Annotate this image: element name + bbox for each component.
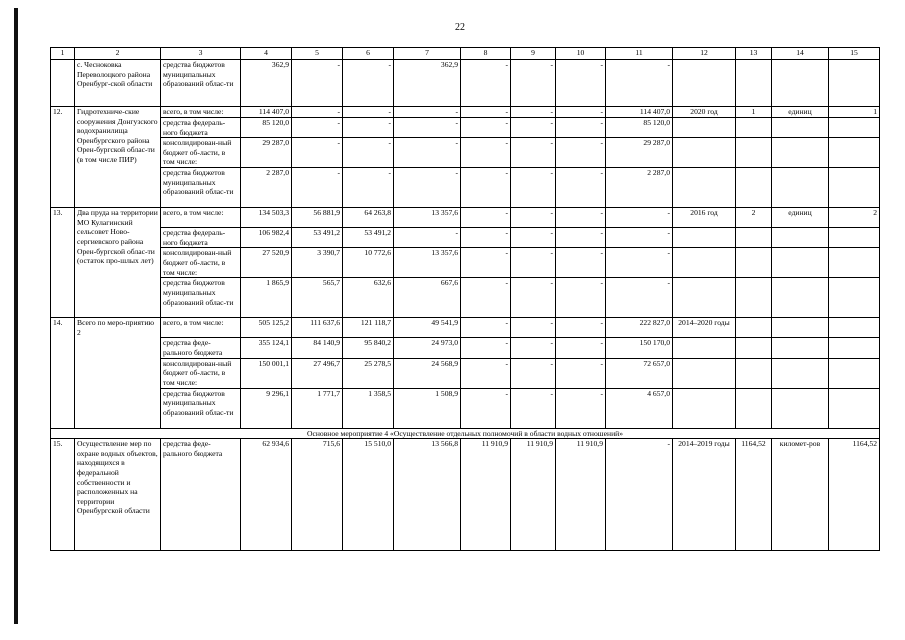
value-cell: 85 120,0 xyxy=(241,118,292,138)
funding-source: всего, в том числе: xyxy=(161,318,241,338)
value-cell: 24 568,9 xyxy=(394,358,461,388)
row-number: 15. xyxy=(51,439,75,551)
table-row xyxy=(51,248,880,278)
table-row xyxy=(51,208,880,228)
value-cell: - xyxy=(511,338,556,358)
value-cell: 4 657,0 xyxy=(606,388,673,428)
value-cell: 362,9 xyxy=(394,60,461,107)
value-cell: 64 263,8 xyxy=(343,208,394,228)
value-cell: 2 287,0 xyxy=(606,168,673,208)
funding-source: консолидирован-ный бюджет об-ласти, в том числе: xyxy=(161,358,241,388)
col-header: 6 xyxy=(343,48,394,60)
value-cell: 25 278,5 xyxy=(343,358,394,388)
value-cell: 27 496,7 xyxy=(292,358,343,388)
table-row xyxy=(51,228,880,248)
value-cell: 3 390,7 xyxy=(292,248,343,278)
row-number: 14. xyxy=(51,318,75,428)
value-cell: 1 865,9 xyxy=(241,278,292,318)
value-cell: 62 934,6 xyxy=(241,439,292,551)
funding-source: средства бюджетов муниципальных образований облас-ти xyxy=(161,60,241,107)
value-cell: 1 508,9 xyxy=(394,388,461,428)
value-cell: 53 491,2 xyxy=(292,228,343,248)
year-cell: 2014–2020 годы xyxy=(673,318,736,338)
value-cell: 114 407,0 xyxy=(606,107,673,118)
value-cell: - xyxy=(394,228,461,248)
col-header: 14 xyxy=(772,48,829,60)
funding-source: всего, в том числе: xyxy=(161,107,241,118)
value-cell: - xyxy=(511,318,556,338)
col-header: 7 xyxy=(394,48,461,60)
value-cell: 715,6 xyxy=(292,439,343,551)
total-cell: 1164,52 xyxy=(829,439,880,551)
value-cell: 13 566,8 xyxy=(394,439,461,551)
col-header: 4 xyxy=(241,48,292,60)
value-cell: - xyxy=(556,338,606,358)
value-cell: - xyxy=(511,208,556,228)
object-name: с. Чесноковка Переволоцкого района Оренбург-ской области xyxy=(75,60,161,107)
value-cell: - xyxy=(394,168,461,208)
row-number: 13. xyxy=(51,208,75,318)
value-cell: - xyxy=(394,107,461,118)
value-cell: 56 881,9 xyxy=(292,208,343,228)
value-cell: 362,9 xyxy=(241,60,292,107)
object-name: Осуществление мер по охране водных объектов, находящихся в федеральной собственности и расположенных на территории Оренбургской области xyxy=(75,439,161,551)
funding-source: средства бюджетов муниципальных образований облас-ти xyxy=(161,388,241,428)
col-header: 15 xyxy=(829,48,880,60)
object-name: Гидротехниче-ские сооружения Донгузского водохранилища Оренбургского района Орен-бургской облас-ти (в том числе ПИР) xyxy=(75,107,161,208)
value-cell: 29 287,0 xyxy=(241,138,292,168)
value-cell: - xyxy=(461,228,511,248)
value-cell: - xyxy=(461,107,511,118)
col-header: 2 xyxy=(75,48,161,60)
table-row xyxy=(51,107,880,118)
value-cell: - xyxy=(556,228,606,248)
table-row xyxy=(51,439,880,551)
unit-cell: километ-ров xyxy=(772,439,829,551)
value-cell: - xyxy=(292,138,343,168)
count-cell: 1164,52 xyxy=(736,439,772,551)
value-cell: - xyxy=(461,60,511,107)
value-cell: - xyxy=(461,318,511,338)
funding-source: всего, в том числе: xyxy=(161,208,241,228)
value-cell: - xyxy=(343,118,394,138)
col-header: 10 xyxy=(556,48,606,60)
col-header: 9 xyxy=(511,48,556,60)
year-cell: 2014–2019 годы xyxy=(673,439,736,551)
value-cell: - xyxy=(292,60,343,107)
value-cell: - xyxy=(556,138,606,168)
value-cell: - xyxy=(511,388,556,428)
funding-source: средства бюджетов муниципальных образований облас-ти xyxy=(161,168,241,208)
total-cell: 1 xyxy=(829,107,880,118)
value-cell: - xyxy=(556,278,606,318)
binding-bar xyxy=(14,8,18,624)
value-cell: 29 287,0 xyxy=(606,138,673,168)
col-header: 12 xyxy=(673,48,736,60)
value-cell: 9 296,1 xyxy=(241,388,292,428)
value-cell: - xyxy=(343,60,394,107)
value-cell: 111 637,6 xyxy=(292,318,343,338)
section-title: Основное мероприятие 4 «Осуществление отдельных полномочий в области водных отношений» xyxy=(51,428,880,439)
value-cell: 13 357,6 xyxy=(394,248,461,278)
program-table xyxy=(50,47,880,551)
value-cell: - xyxy=(461,278,511,318)
value-cell: - xyxy=(461,338,511,358)
value-cell: - xyxy=(461,168,511,208)
funding-source: средства бюджетов муниципальных образований облас-ти xyxy=(161,278,241,318)
table-row xyxy=(51,278,880,318)
value-cell: 565,7 xyxy=(292,278,343,318)
value-cell: - xyxy=(511,168,556,208)
value-cell: - xyxy=(511,228,556,248)
table-row xyxy=(51,168,880,208)
row-number: 12. xyxy=(51,107,75,208)
value-cell: - xyxy=(511,248,556,278)
table-row xyxy=(51,138,880,168)
value-cell: 11 910,9 xyxy=(461,439,511,551)
section-row xyxy=(51,428,880,439)
value-cell: - xyxy=(292,118,343,138)
unit-cell: единиц xyxy=(772,208,829,228)
col-header: 8 xyxy=(461,48,511,60)
value-cell: 85 120,0 xyxy=(606,118,673,138)
value-cell: 11 910,9 xyxy=(556,439,606,551)
value-cell: - xyxy=(556,318,606,338)
count-cell: 2 xyxy=(736,208,772,228)
value-cell: - xyxy=(606,278,673,318)
funding-source: средства феде-рального бюджета xyxy=(161,338,241,358)
table-row xyxy=(51,318,880,338)
value-cell: 134 503,3 xyxy=(241,208,292,228)
value-cell: - xyxy=(556,168,606,208)
column-number-row xyxy=(51,48,880,60)
value-cell: - xyxy=(556,118,606,138)
col-header: 3 xyxy=(161,48,241,60)
value-cell: 2 287,0 xyxy=(241,168,292,208)
value-cell: - xyxy=(606,60,673,107)
value-cell: - xyxy=(394,138,461,168)
value-cell: - xyxy=(511,138,556,168)
value-cell: 667,6 xyxy=(394,278,461,318)
col-header: 1 xyxy=(51,48,75,60)
value-cell: - xyxy=(343,168,394,208)
value-cell: - xyxy=(461,118,511,138)
value-cell: - xyxy=(343,138,394,168)
col-header: 11 xyxy=(606,48,673,60)
funding-source: консолидирован-ный бюджет об-ласти, в том числе: xyxy=(161,248,241,278)
value-cell: 11 910,9 xyxy=(511,439,556,551)
value-cell: - xyxy=(556,107,606,118)
value-cell: 1 358,5 xyxy=(343,388,394,428)
value-cell: - xyxy=(556,60,606,107)
value-cell: 15 510,0 xyxy=(343,439,394,551)
object-name: Всего по меро-приятию 2 xyxy=(75,318,161,428)
value-cell: 84 140,9 xyxy=(292,338,343,358)
value-cell: - xyxy=(511,118,556,138)
total-cell: 2 xyxy=(829,208,880,228)
value-cell: - xyxy=(461,358,511,388)
unit-cell: единиц xyxy=(772,107,829,118)
value-cell: - xyxy=(461,388,511,428)
value-cell: - xyxy=(394,118,461,138)
value-cell: - xyxy=(461,208,511,228)
value-cell: 222 827,0 xyxy=(606,318,673,338)
value-cell: 106 982,4 xyxy=(241,228,292,248)
value-cell: - xyxy=(606,208,673,228)
value-cell: - xyxy=(292,168,343,208)
value-cell: - xyxy=(606,248,673,278)
col-header: 5 xyxy=(292,48,343,60)
funding-source: средства феде-рального бюджета xyxy=(161,439,241,551)
count-cell: 1 xyxy=(736,107,772,118)
funding-source: средства федераль-ного бюджета xyxy=(161,228,241,248)
value-cell: - xyxy=(556,388,606,428)
value-cell: 150 170,0 xyxy=(606,338,673,358)
value-cell: - xyxy=(461,248,511,278)
value-cell: - xyxy=(556,248,606,278)
value-cell: - xyxy=(606,439,673,551)
page-number: 22 xyxy=(455,22,465,33)
value-cell: - xyxy=(511,107,556,118)
value-cell: 49 541,9 xyxy=(394,318,461,338)
value-cell: - xyxy=(606,228,673,248)
table-body xyxy=(51,48,880,551)
value-cell: - xyxy=(511,60,556,107)
value-cell: 53 491,2 xyxy=(343,228,394,248)
year-cell: 2016 год xyxy=(673,208,736,228)
value-cell: - xyxy=(292,107,343,118)
value-cell: 24 973,0 xyxy=(394,338,461,358)
value-cell: 13 357,6 xyxy=(394,208,461,228)
value-cell: 114 407,0 xyxy=(241,107,292,118)
value-cell: 72 657,0 xyxy=(606,358,673,388)
value-cell: 632,6 xyxy=(343,278,394,318)
value-cell: - xyxy=(511,278,556,318)
table-row xyxy=(51,118,880,138)
value-cell: - xyxy=(511,358,556,388)
col-header: 13 xyxy=(736,48,772,60)
funding-source: средства федераль-ного бюджета xyxy=(161,118,241,138)
year-cell: 2020 год xyxy=(673,107,736,118)
table-row xyxy=(51,388,880,428)
table-row xyxy=(51,358,880,388)
value-cell: 1 771,7 xyxy=(292,388,343,428)
value-cell: - xyxy=(461,138,511,168)
funding-source: консолидирован-ный бюджет об-ласти, в том числе: xyxy=(161,138,241,168)
value-cell: - xyxy=(343,107,394,118)
value-cell: 505 125,2 xyxy=(241,318,292,338)
value-cell: 150 001,1 xyxy=(241,358,292,388)
value-cell: 27 520,9 xyxy=(241,248,292,278)
value-cell: 355 124,1 xyxy=(241,338,292,358)
table-row xyxy=(51,60,880,107)
object-name: Два пруда на территории МО Кулагинский сельсовет Ново-сергиевского района Орен-бургской облас-ти (остаток про-шлых лет) xyxy=(75,208,161,318)
value-cell: - xyxy=(556,208,606,228)
table-row xyxy=(51,338,880,358)
value-cell: 121 118,7 xyxy=(343,318,394,338)
value-cell: 95 840,2 xyxy=(343,338,394,358)
value-cell: - xyxy=(556,358,606,388)
value-cell: 10 772,6 xyxy=(343,248,394,278)
